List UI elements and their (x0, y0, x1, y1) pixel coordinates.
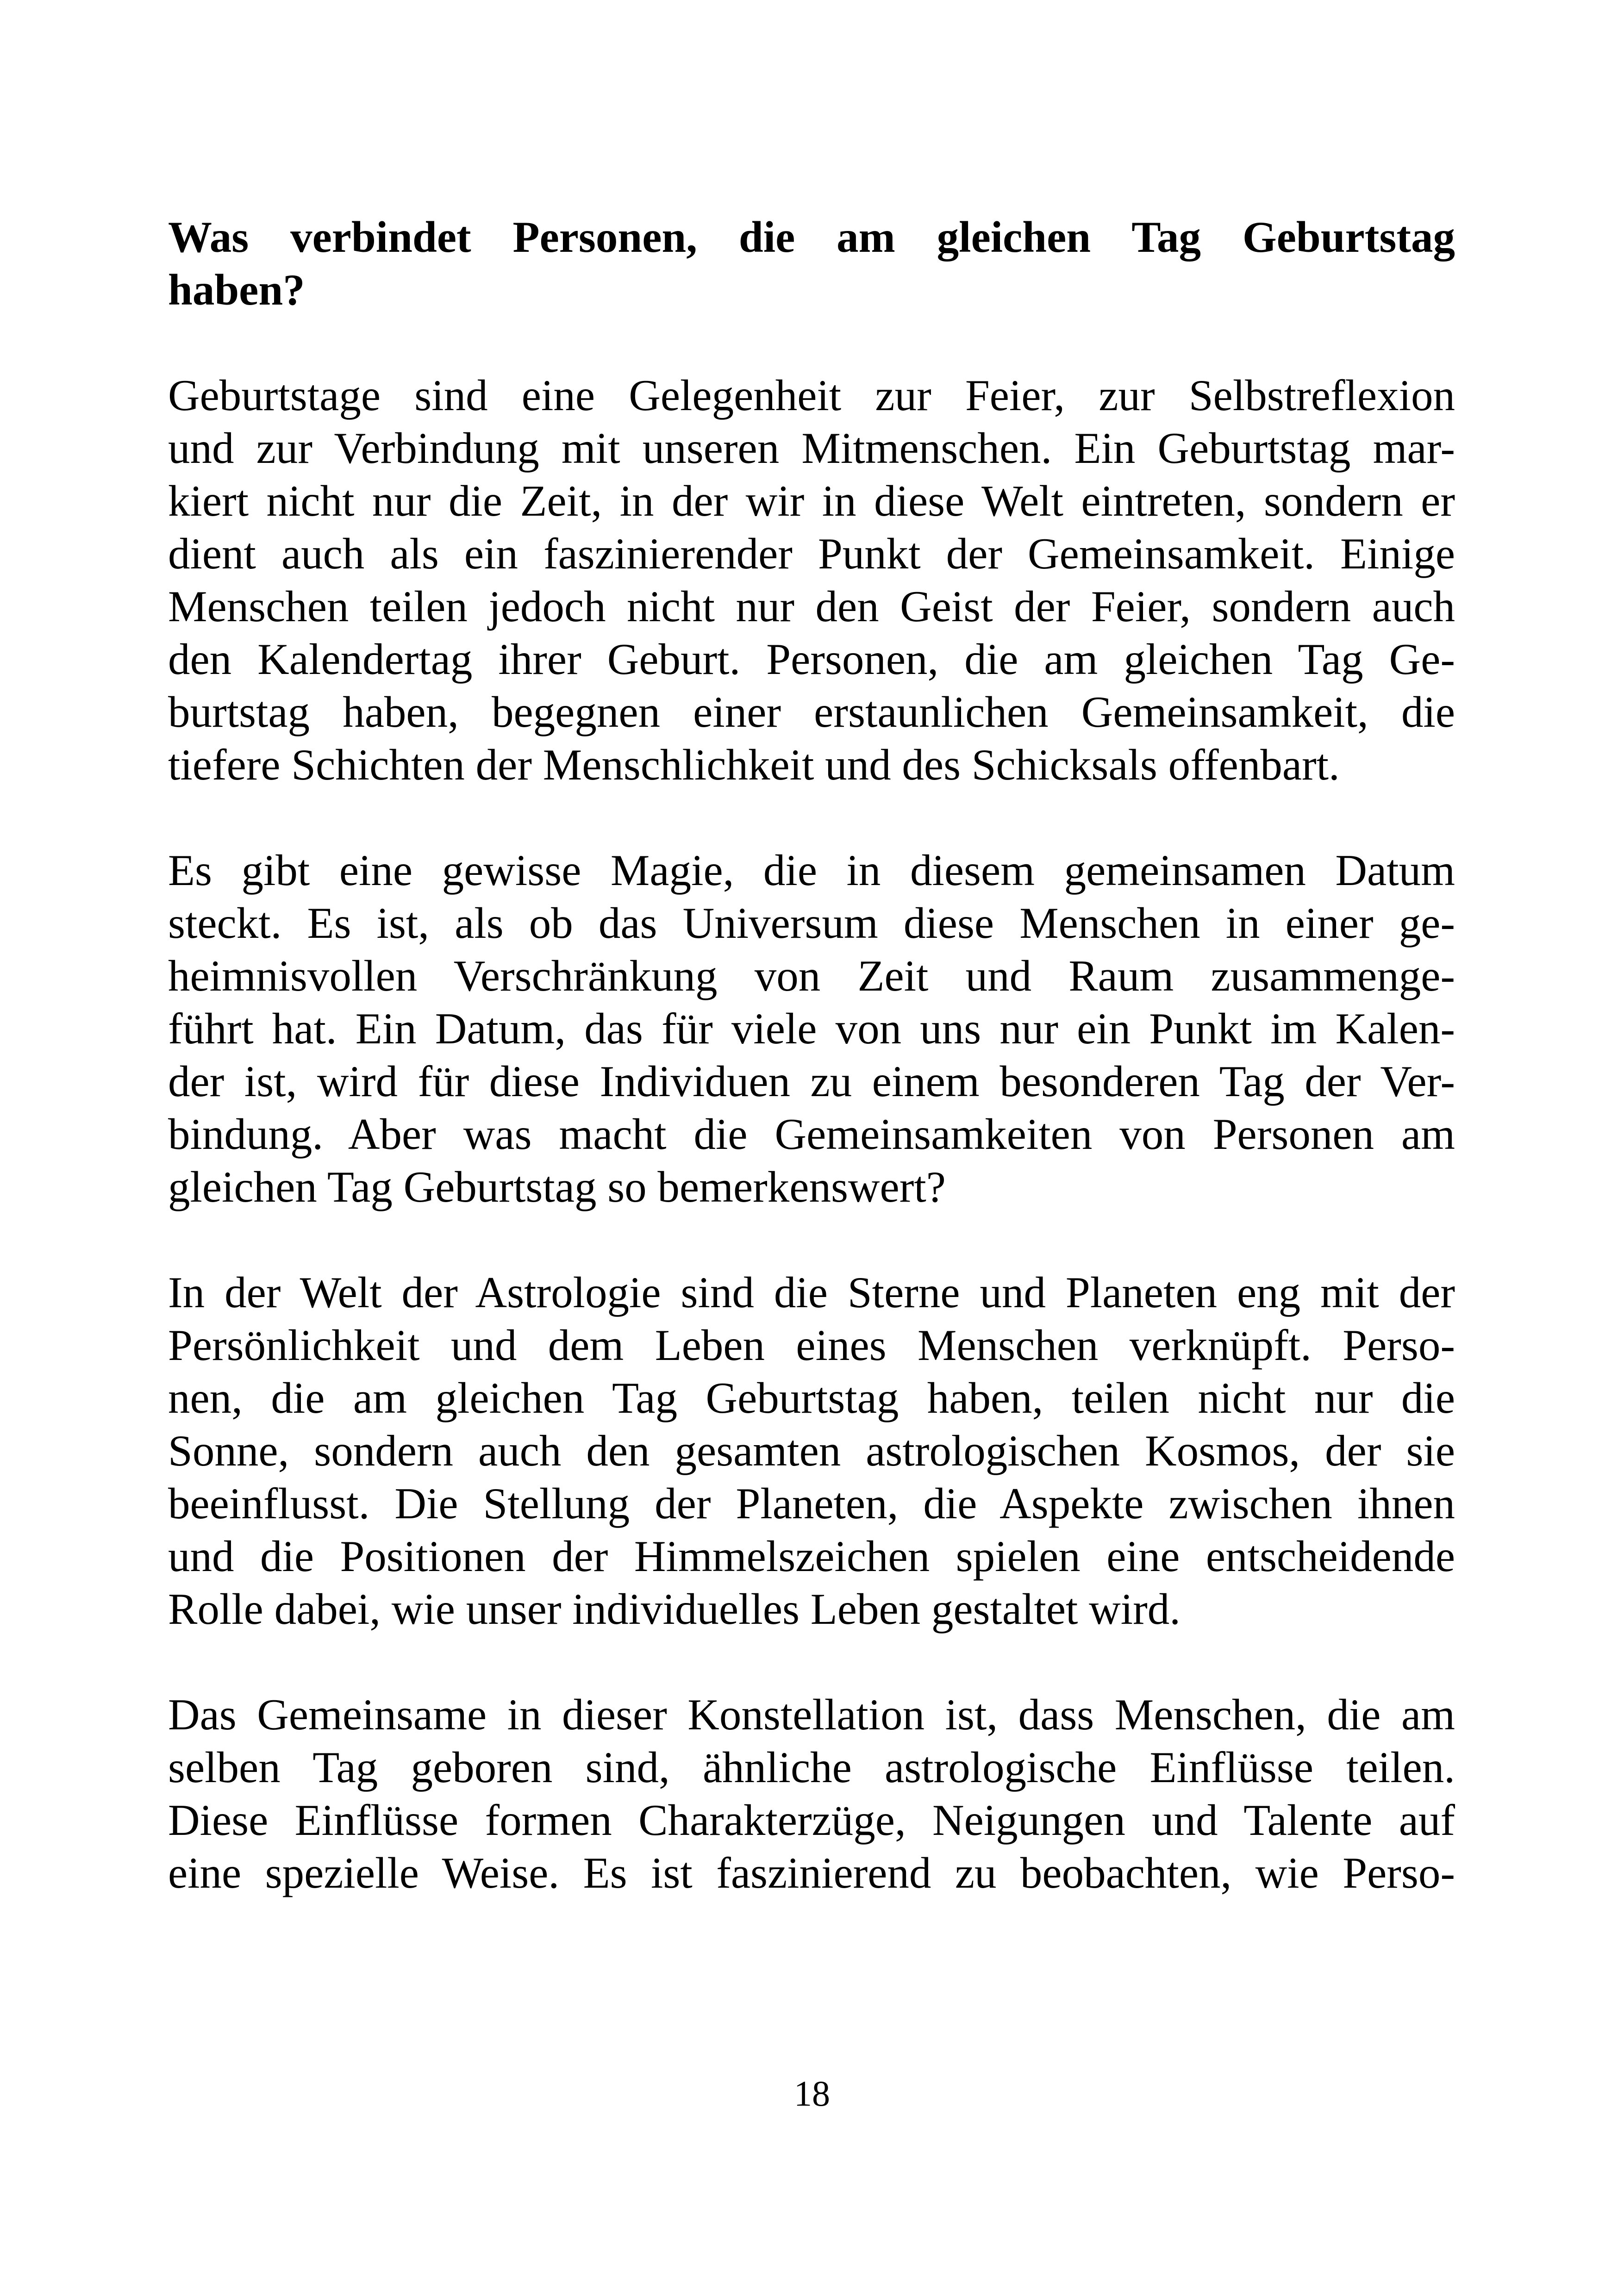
paragraph-3 (168, 1266, 1455, 1635)
text-block (168, 211, 1455, 1899)
paragraph-line: führt hat. Ein Datum, das für viele von uns nur ein Punkt im Kalen- (168, 1004, 1455, 1053)
paragraph-line: und zur Verbindung mit unseren Mitmenschen. Ein Geburtstag mar- (168, 424, 1455, 473)
paragraph-line: den Kalendertag ihrer Geburt. Personen, die am gleichen Tag Ge- (168, 635, 1455, 684)
heading-line: Was verbindet Personen, die am gleichen Tag Geburtstag (168, 212, 1455, 262)
heading-line: haben? (168, 265, 305, 314)
paragraph-line: tiefere Schichten der Menschlichkeit und des Schicksals offenbart. (168, 740, 1340, 789)
paragraph-line: Es gibt eine gewisse Magie, die in diesem gemeinsamen Datum (168, 846, 1455, 895)
paragraph-line: Menschen teilen jedoch nicht nur den Geist der Feier, sondern auch (168, 582, 1455, 631)
paragraph-1 (168, 369, 1455, 791)
paragraph-line: Rolle dabei, wie unser individuelles Leben gestaltet wird. (168, 1584, 1181, 1634)
paragraph-line: burtstag haben, begegnen einer erstaunlichen Gemeinsamkeit, die (168, 687, 1455, 736)
paragraph-line: und die Positionen der Himmelszeichen spielen eine entscheidende (168, 1532, 1455, 1581)
paragraph-line: heimnisvollen Verschränkung von Zeit und Raum zusammenge- (168, 951, 1455, 1000)
chapter-heading (168, 211, 1455, 316)
paragraph-line: steckt. Es ist, als ob das Universum diese Menschen in einer ge- (168, 898, 1455, 948)
paragraph-2 (168, 844, 1455, 1213)
paragraph-line: gleichen Tag Geburtstag so bemerkenswert? (168, 1162, 946, 1211)
paragraph-line: der ist, wird für diese Individuen zu einem besonderen Tag der Ver- (168, 1057, 1455, 1106)
paragraph-line: Diese Einflüsse formen Charakterzüge, Neigungen und Talente auf (168, 1796, 1455, 1845)
paragraph-line: Persönlichkeit und dem Leben eines Menschen verknüpft. Perso- (168, 1321, 1455, 1370)
paragraph-line: eine spezielle Weise. Es ist faszinierend zu beobachten, wie Perso- (168, 1848, 1455, 1897)
paragraph-line: nen, die am gleichen Tag Geburtstag haben, teilen nicht nur die (168, 1373, 1455, 1422)
paragraph-line: kiert nicht nur die Zeit, in der wir in diese Welt eintreten, sondern er (168, 476, 1455, 525)
paragraph-4 (168, 1688, 1455, 1899)
paragraph-line: In der Welt der Astrologie sind die Sterne und Planeten eng mit der (168, 1268, 1455, 1317)
paragraph-line: beeinflusst. Die Stellung der Planeten, die Aspekte zwischen ihnen (168, 1479, 1455, 1528)
paragraph-line: dient auch als ein faszinierender Punkt der Gemeinsamkeit. Einige (168, 529, 1455, 578)
paragraph-line: Das Gemeinsame in dieser Konstellation ist, dass Menschen, die am (168, 1690, 1455, 1739)
paragraph-line: bindung. Aber was macht die Gemeinsamkeiten von Personen am (168, 1110, 1455, 1159)
paragraph-line: Geburtstage sind eine Gelegenheit zur Feier, zur Selbstreflexion (168, 371, 1455, 420)
page-number: 18 (794, 2073, 830, 2114)
paragraph-line: Sonne, sondern auch den gesamten astrologischen Kosmos, der sie (168, 1426, 1455, 1475)
paragraph-line: selben Tag geboren sind, ähnliche astrologische Einflüsse teilen. (168, 1743, 1455, 1792)
